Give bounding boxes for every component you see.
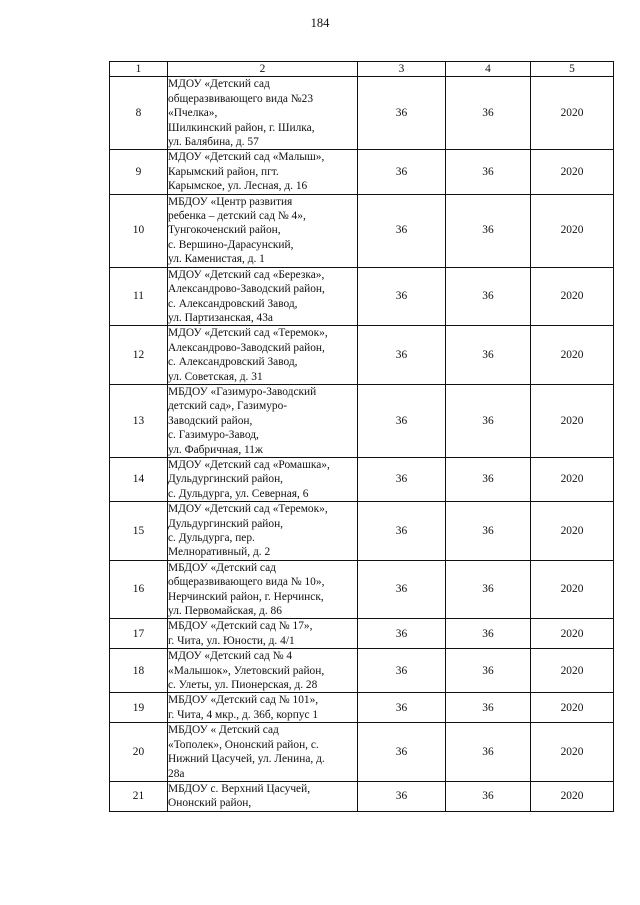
table-row [110, 723, 614, 782]
table-row [110, 781, 614, 811]
institution-line: «Тополек», Ононский район, с. [168, 738, 319, 751]
year-value: 2020 [531, 384, 614, 457]
table-row [110, 384, 614, 457]
institutions-table [109, 61, 614, 812]
institution-line: 28а [168, 767, 185, 780]
institution-line: МБДОУ с. Верхний Цасучей, [168, 782, 311, 795]
institution-cell [168, 77, 358, 150]
institution-line: МДОУ «Детский сад «Теремок», [168, 327, 328, 340]
institution-line: общеразвивающего вида № 10», [168, 576, 325, 589]
institution-line: ул. Советская, д. 31 [168, 370, 263, 383]
institution-line: Нижний Цасучей, ул. Ленина, д. [168, 753, 325, 766]
column-4-value: 36 [446, 384, 531, 457]
column-4-value: 36 [446, 457, 531, 501]
header-col-5: 5 [531, 62, 614, 77]
row-number: 17 [110, 619, 168, 649]
institution-cell [168, 267, 358, 326]
column-4-value: 36 [446, 502, 531, 561]
table-row [110, 619, 614, 649]
institution-line: МДОУ «Детский сад № 4 [168, 650, 293, 663]
institution-cell [168, 150, 358, 194]
row-number: 8 [110, 77, 168, 150]
year-value: 2020 [531, 723, 614, 782]
institution-cell [168, 384, 358, 457]
institution-line: с. Газимуро-Завод, [168, 429, 259, 442]
column-4-value: 36 [446, 77, 531, 150]
year-value: 2020 [531, 502, 614, 561]
institution-line: МДОУ «Детский сад «Березка», [168, 268, 325, 281]
year-value: 2020 [531, 649, 614, 693]
row-number: 20 [110, 723, 168, 782]
header-col-4: 4 [446, 62, 531, 77]
institution-line: ул. Каменистая, д. 1 [168, 253, 265, 266]
institution-line: «Малышок», Улетовский район, [168, 664, 325, 677]
column-3-value: 36 [358, 326, 446, 385]
institution-cell [168, 502, 358, 561]
institution-line: Александрово-Заводский район, [168, 283, 325, 296]
institution-line: с. Дульдурга, ул. Северная, 6 [168, 487, 309, 500]
institution-cell [168, 457, 358, 501]
year-value: 2020 [531, 267, 614, 326]
row-number: 14 [110, 457, 168, 501]
table-row [110, 693, 614, 723]
row-number: 21 [110, 781, 168, 811]
row-number: 16 [110, 560, 168, 619]
institution-line: МБДОУ «Детский сад [168, 561, 276, 574]
institution-line: ул. Балябина, д. 57 [168, 136, 259, 149]
year-value: 2020 [531, 693, 614, 723]
year-value: 2020 [531, 781, 614, 811]
year-value: 2020 [531, 457, 614, 501]
column-3-value: 36 [358, 77, 446, 150]
institution-line: Карымское, ул. Лесная, д. 16 [168, 180, 308, 193]
header-col-3: 3 [358, 62, 446, 77]
column-4-value: 36 [446, 194, 531, 267]
row-number: 18 [110, 649, 168, 693]
column-3-value: 36 [358, 457, 446, 501]
table-row [110, 457, 614, 501]
column-3-value: 36 [358, 619, 446, 649]
institution-line: Ононский район, [168, 797, 252, 810]
row-number: 12 [110, 326, 168, 385]
row-number: 10 [110, 194, 168, 267]
institution-line: детский сад», Газимуро- [168, 400, 288, 413]
column-4-value: 36 [446, 619, 531, 649]
institution-line: МДОУ «Детский сад [168, 78, 270, 91]
header-row [110, 62, 614, 77]
column-4-value: 36 [446, 781, 531, 811]
institution-line: г. Чита, ул. Юности, д. 4/1 [168, 634, 295, 647]
institution-line: ребенка – детский сад № 4», [168, 210, 306, 223]
institution-line: МБДОУ «Центр развития [168, 195, 293, 208]
institution-line: ул. Первомайская, д. 86 [168, 605, 282, 618]
institution-line: Александрово-Заводский район, [168, 341, 325, 354]
year-value: 2020 [531, 194, 614, 267]
institution-cell [168, 619, 358, 649]
institution-line: с. Дульдурга, пер. [168, 532, 255, 544]
table-row [110, 649, 614, 693]
institution-line: с. Александровский Завод, [168, 356, 298, 369]
column-3-value: 36 [358, 150, 446, 194]
column-4-value: 36 [446, 649, 531, 693]
header-col-2: 2 [168, 62, 358, 77]
year-value: 2020 [531, 560, 614, 619]
institution-line: Нерчинский район, г. Нерчинск, [168, 590, 324, 603]
institution-line: с. Вершино-Дарасунский, [168, 238, 294, 251]
institution-cell [168, 723, 358, 782]
institution-cell [168, 781, 358, 811]
institution-line: Дульдургинский район, [168, 517, 284, 530]
column-3-value: 36 [358, 384, 446, 457]
institution-line: Дульдургинский район, [168, 473, 284, 486]
institution-line: ул. Партизанская, 43а [168, 311, 273, 324]
row-number: 9 [110, 150, 168, 194]
institution-line: МДОУ «Детский сад «Малыш», [168, 151, 325, 164]
table-row [110, 560, 614, 619]
table-row [110, 150, 614, 194]
column-3-value: 36 [358, 649, 446, 693]
institution-cell [168, 194, 358, 267]
institution-cell [168, 560, 358, 619]
institution-line: ул. Фабричная, 11ж [168, 443, 263, 456]
table-row [110, 326, 614, 385]
row-number: 11 [110, 267, 168, 326]
institution-line: МДОУ «Детский сад «Ромашка», [168, 458, 330, 471]
institution-line: МБДОУ «Детский сад № 101», [168, 694, 319, 707]
table-row [110, 194, 614, 267]
column-3-value: 36 [358, 723, 446, 782]
institution-line: общеразвивающего вида №23 [168, 92, 314, 105]
institution-cell [168, 649, 358, 693]
year-value: 2020 [531, 619, 614, 649]
institution-line: Шилкинский район, г. Шилка, [168, 121, 315, 134]
institution-cell [168, 326, 358, 385]
row-number: 19 [110, 693, 168, 723]
institution-cell [168, 693, 358, 723]
institution-line: МДОУ «Детский сад «Теремок», [168, 503, 328, 516]
table-row [110, 267, 614, 326]
page-number: 184 [310, 16, 330, 30]
column-4-value: 36 [446, 150, 531, 194]
institution-line: Тунгокоченский район, [168, 224, 281, 237]
row-number: 13 [110, 384, 168, 457]
column-4-value: 36 [446, 693, 531, 723]
institution-line: МБДОУ «Детский сад № 17», [168, 620, 313, 633]
institution-line: МБДОУ « Детский сад [168, 724, 279, 737]
header-col-1: 1 [110, 62, 168, 77]
institution-line: МБДОУ «Газимуро-Заводский [168, 385, 317, 398]
institution-line: Заводский район, [168, 414, 253, 427]
column-3-value: 36 [358, 502, 446, 561]
table-row [110, 502, 614, 561]
institution-line: Карымский район, пгт. [168, 165, 279, 178]
institution-line: «Пчелка», [168, 107, 218, 120]
institution-line: с. Улеты, ул. Пионерская, д. 28 [168, 679, 318, 692]
table-row [110, 77, 614, 150]
column-3-value: 36 [358, 781, 446, 811]
institution-line: с. Александровский Завод, [168, 297, 298, 310]
column-3-value: 36 [358, 693, 446, 723]
column-4-value: 36 [446, 723, 531, 782]
column-4-value: 36 [446, 267, 531, 326]
institution-line: Мелноративный, д. 2 [168, 546, 271, 559]
year-value: 2020 [531, 77, 614, 150]
column-3-value: 36 [358, 194, 446, 267]
institution-line: г. Чита, 4 мкр., д. 36б, корпус 1 [168, 708, 319, 721]
year-value: 2020 [531, 326, 614, 385]
year-value: 2020 [531, 150, 614, 194]
row-number: 15 [110, 502, 168, 561]
column-4-value: 36 [446, 326, 531, 385]
column-3-value: 36 [358, 560, 446, 619]
column-4-value: 36 [446, 560, 531, 619]
column-3-value: 36 [358, 267, 446, 326]
